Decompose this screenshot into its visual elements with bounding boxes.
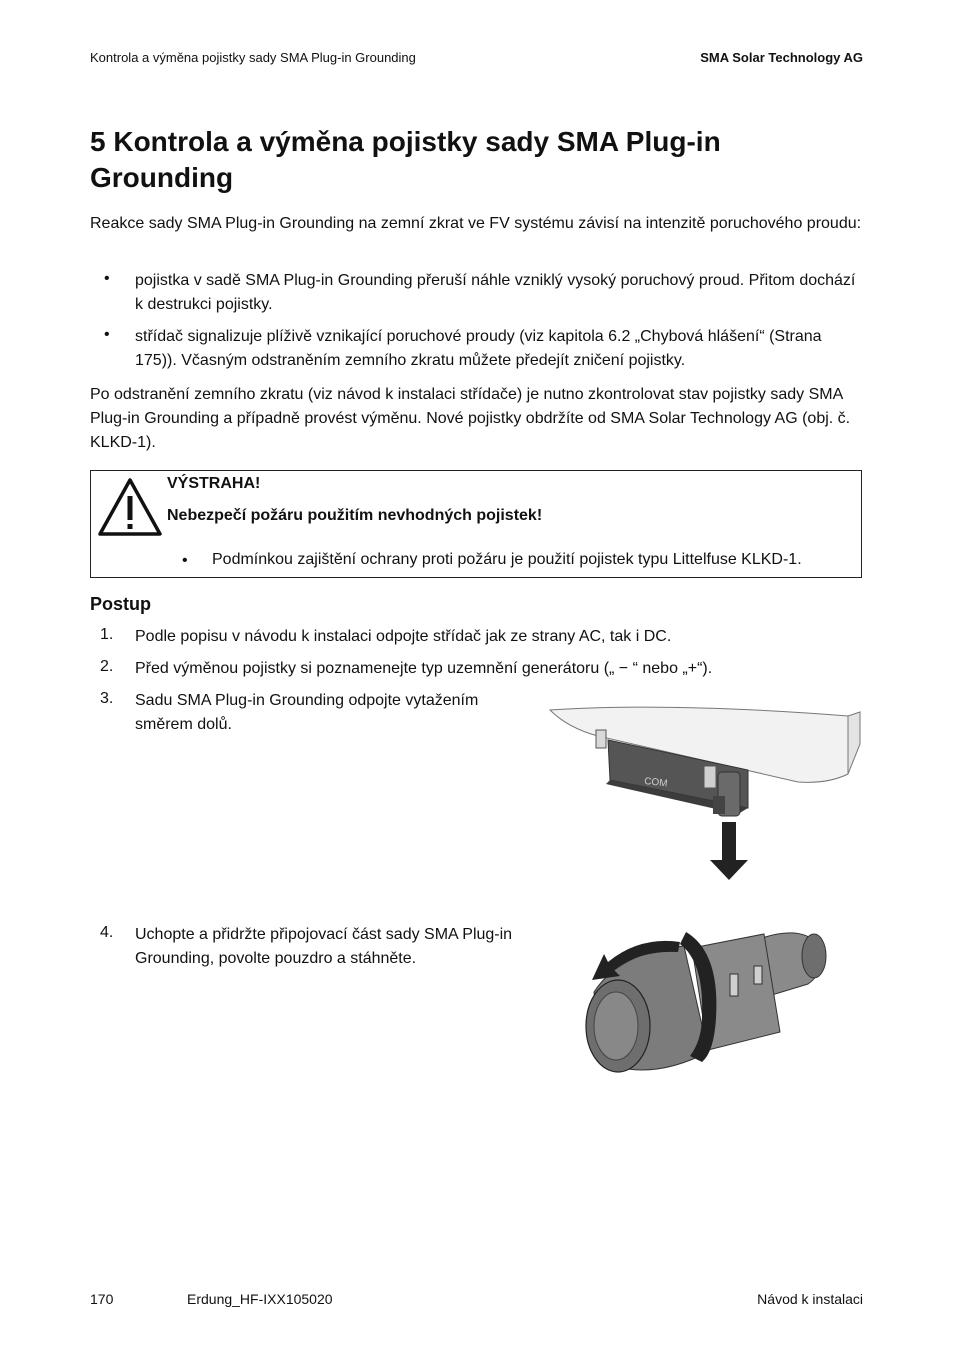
bullet-marker: • [104, 326, 110, 343]
step-number: 1. [100, 626, 114, 643]
warning-item: Podmínkou zajištění ochrany proti požáru je použití pojistek typu Littelfuse KLKD-1. [212, 551, 802, 568]
step-text-2: Před výměnou pojistky si poznamenejte typ uzemnění generátoru („ − “ nebo „+“). [135, 660, 713, 677]
step-text-4: Uchopte a přidržte připojovací část sady SMA Plug-in Grounding, povolte pouzdro a stáhněte. [135, 926, 513, 967]
down-arrow-icon [710, 822, 748, 880]
com-label: COM [643, 776, 669, 790]
step-number: 2. [100, 658, 114, 675]
intro-paragraph: Reakce sady SMA Plug-in Grounding na zemní zkrat ve FV systému závisí na intenzitě poruchového proudu: [90, 215, 862, 232]
page-title: 5 Kontrola a výměna pojistky sady SMA Plug-in Grounding [90, 126, 721, 193]
bullet-marker: • [182, 552, 188, 569]
header-left: Kontrola a výměna pojistky sady SMA Plug-in Grounding [90, 50, 416, 65]
bullet-marker: • [104, 270, 110, 287]
unscrew-housing-illustration [580, 922, 842, 1090]
step-text-1: Podle popisu v návodu k instalaci odpojte střídač jak ze strany AC, tak i DC. [135, 628, 672, 645]
paragraph-2: Po odstranění zemního zkratu (viz návod k instalaci střídače) je nutno zkontrolovat stav pojistky sady SMA Plug-in Grounding a případně provést výměnu. Nové pojistky obdržíte od SMA Solar Technology AG (obj. č. KLKD-1). [90, 386, 851, 451]
page-number: 170 [90, 1291, 114, 1307]
step-number: 4. [100, 924, 114, 941]
warning-subtitle: Nebezpečí požáru použitím nevhodných pojistek! [167, 507, 543, 524]
header-right: SMA Solar Technology AG [700, 50, 863, 65]
step-number: 3. [100, 690, 114, 707]
step-text-3: Sadu SMA Plug-in Grounding odpojte vytažením směrem dolů. [135, 692, 479, 733]
bullet-item-2: střídač signalizuje plíživě vznikající poruchové proudy (viz kapitola 6.2 „Chybová hlášení“ (Strana 175)). Včasným odstraněním zemního zkratu můžete předejít zničení pojistky. [135, 328, 822, 369]
unplug-grounding-illustration [548, 704, 868, 886]
document-name: Návod k instalaci [757, 1291, 863, 1307]
document-id: Erdung_HF-IXX105020 [187, 1291, 333, 1307]
warning-triangle-icon [96, 476, 164, 538]
procedure-heading: Postup [90, 594, 151, 614]
bullet-item-1: pojistka v sadě SMA Plug-in Grounding přeruší náhle vzniklý vysoký poruchový proud. Přitom dochází k destrukci pojistky. [135, 272, 856, 313]
warning-title: VÝSTRAHA! [167, 475, 261, 492]
